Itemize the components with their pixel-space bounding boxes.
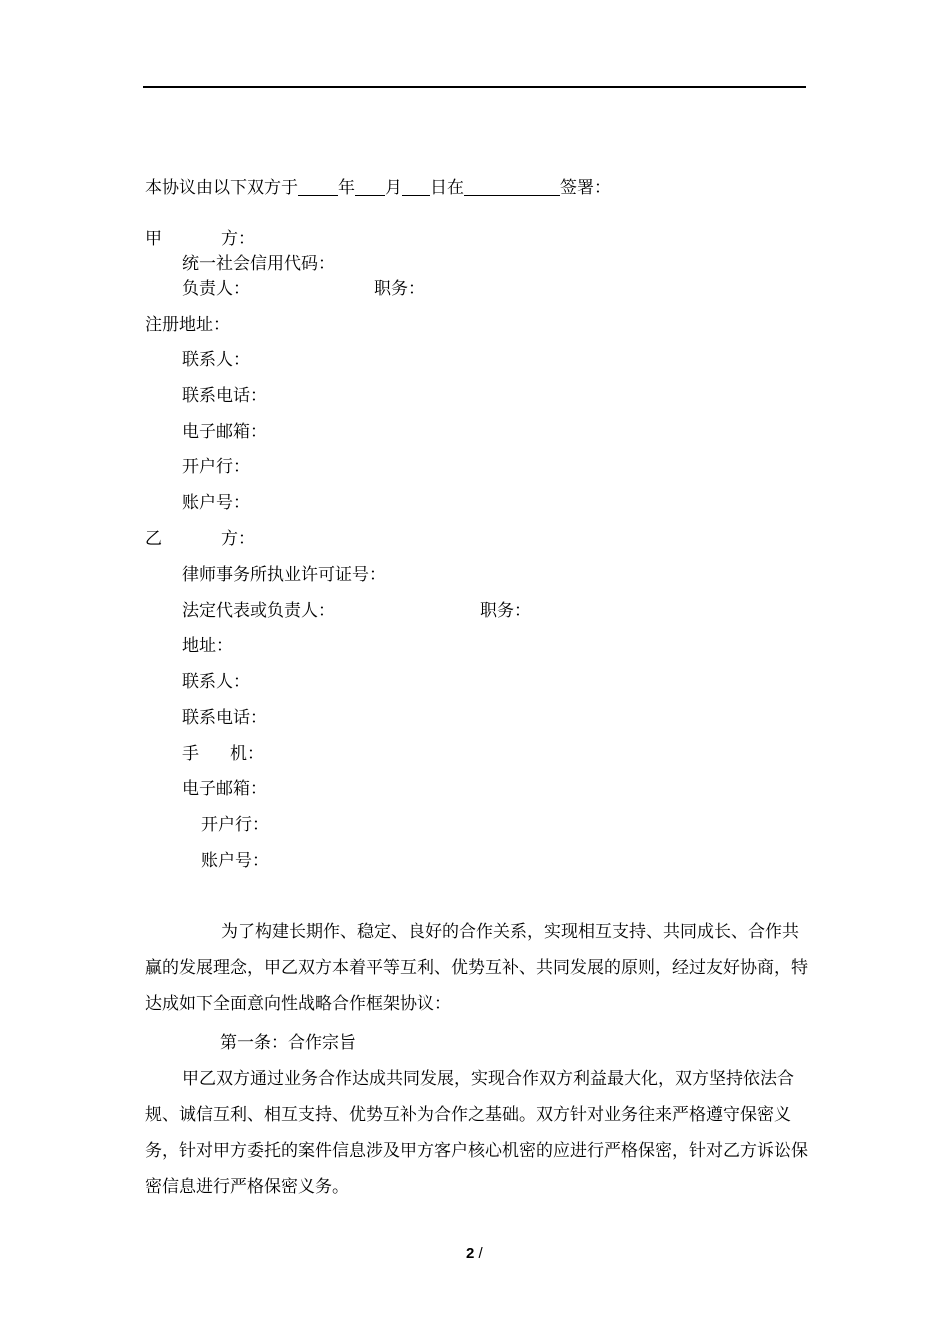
intro-line (145, 177, 611, 199)
party-a-credit-code: 统一社会信用代码： (182, 254, 335, 274)
party-b-mobile-first: 手 (182, 744, 199, 764)
party-b-address: 地址： (182, 636, 233, 656)
party-b-label-first: 乙 (145, 529, 162, 549)
party-a-principal: 负责人： (182, 279, 250, 299)
page-number-value: 2 (466, 1245, 475, 1262)
article-1-paragraph: 甲乙双方通过业务合作达成共同发展，实现合作双方利益最大化，双方坚持依法合规、诚信互利、相互支持、优势互补为合作之基础。双方针对业务往来严格遵守保密义务，针对甲方委托的案件信息涉及甲方客户核心机密的应进行严格保密，针对乙方诉讼保密信息进行严格保密义务。 (145, 1069, 808, 1197)
header-rule (143, 86, 806, 88)
month-blank (355, 177, 385, 196)
party-b-license: 律师事务所执业许可证号： (182, 565, 386, 585)
party-b-phone: 联系电话： (182, 708, 267, 728)
intro-day: 日在 (430, 178, 464, 198)
party-a-bank: 开户行： (182, 457, 250, 477)
party-a-email: 电子邮箱： (182, 422, 267, 442)
article-1-title: 第一条：合作宗旨 (220, 1033, 356, 1053)
party-a-label-second: 方： (221, 229, 255, 249)
party-a-reg-address: 注册地址： (145, 315, 230, 335)
preamble-paragraph: 为了构建长期作、稳定、良好的合作关系，实现相互支持、共同成长、合作共赢的发展理念，甲乙双方本着平等互利、优势互补、共同发展的原则，经过友好协商，特达成如下全面意向性战略合作框架协议： (145, 922, 808, 1014)
party-b-bank: 开户行： (201, 815, 269, 835)
intro-prefix: 本协议由以下双方于 (145, 178, 298, 198)
party-a-phone: 联系电话： (182, 386, 267, 406)
place-blank (464, 177, 560, 196)
party-b-label-second: 方： (221, 529, 255, 549)
party-b-position: 职务： (480, 601, 531, 621)
party-b-contact: 联系人： (182, 672, 250, 692)
party-b-representative: 法定代表或负责人： (182, 601, 335, 621)
day-blank (402, 177, 430, 196)
intro-year: 年 (338, 178, 355, 198)
intro-sign: 签署： (560, 178, 611, 198)
party-a-contact: 联系人： (182, 350, 250, 370)
party-a-position: 职务： (374, 279, 425, 299)
page-number-separator: / (478, 1245, 483, 1262)
party-b-email: 电子邮箱： (182, 779, 267, 799)
intro-month: 月 (385, 178, 402, 198)
party-b-mobile-second: 机： (230, 744, 264, 764)
page-number (466, 1245, 483, 1262)
party-a-label-first: 甲 (145, 229, 162, 249)
party-a-account: 账户号： (182, 493, 250, 513)
year-blank (298, 177, 338, 196)
party-b-account: 账户号： (201, 851, 269, 871)
